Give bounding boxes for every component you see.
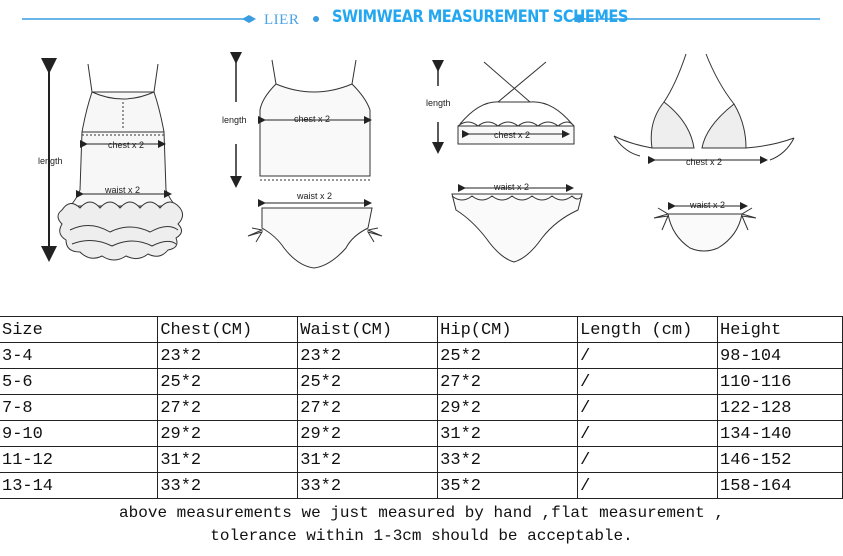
- cell-height: 134-140: [718, 421, 843, 447]
- tankini-diagram: [236, 58, 382, 268]
- cell-length: /: [578, 421, 718, 447]
- note-line-2: tolerance within 1-3cm should be acceptable.: [210, 527, 633, 545]
- fig2-waist-label: waist x 2: [297, 191, 333, 201]
- cell-length: /: [578, 395, 718, 421]
- cell-waist: 29*2: [298, 421, 438, 447]
- table-row: [0, 473, 843, 499]
- cell-chest: 23*2: [158, 343, 298, 369]
- cell-waist: 31*2: [298, 447, 438, 473]
- cell-height: 110-116: [718, 369, 843, 395]
- note-line-1: above measurements we just measured by hand ,flat measurement ,: [119, 504, 724, 522]
- table-row: [0, 421, 843, 447]
- cell-hip: 35*2: [438, 473, 578, 499]
- fig4-waist-label: waist x 2: [690, 200, 726, 210]
- header-hip: Hip(CM): [438, 317, 578, 343]
- cell-chest: 27*2: [158, 395, 298, 421]
- fig2-chest-label: chest x 2: [294, 114, 331, 124]
- cell-chest: 33*2: [158, 473, 298, 499]
- cell-height: 122-128: [718, 395, 843, 421]
- cell-length: /: [578, 473, 718, 499]
- cell-waist: 23*2: [298, 343, 438, 369]
- fig3-length-label: length: [426, 98, 451, 108]
- cell-size: 9-10: [0, 421, 158, 447]
- table-header-row: [0, 317, 843, 343]
- fig1-chest-label: chest x 2: [108, 140, 145, 150]
- fig3-waist-label: waist x 2: [494, 182, 530, 192]
- table-row: [0, 369, 843, 395]
- cell-hip: 33*2: [438, 447, 578, 473]
- cell-length: /: [578, 343, 718, 369]
- cell-size: 7-8: [0, 395, 158, 421]
- cell-size: 5-6: [0, 369, 158, 395]
- fig1-length-label: length: [38, 156, 63, 166]
- table-row: [0, 447, 843, 473]
- fig1-waist-label: waist x 2: [105, 185, 141, 195]
- page-title: SWIMWEAR MEASUREMENT SCHEMES: [332, 7, 628, 27]
- measurement-note: [0, 502, 843, 548]
- ruffle-bikini-diagram: [438, 62, 582, 262]
- cell-chest: 29*2: [158, 421, 298, 447]
- cell-hip: 27*2: [438, 369, 578, 395]
- cell-waist: 25*2: [298, 369, 438, 395]
- cell-hip: 31*2: [438, 421, 578, 447]
- brand-name: LIER: [264, 12, 300, 28]
- size-chart-table: [0, 316, 843, 499]
- cell-length: /: [578, 447, 718, 473]
- page-header: [0, 4, 843, 34]
- table-row: [0, 395, 843, 421]
- measurement-diagrams: [0, 40, 843, 310]
- cell-height: 98-104: [718, 343, 843, 369]
- header-size: Size: [0, 317, 158, 343]
- header-chest: Chest(CM): [158, 317, 298, 343]
- fig2-length-label: length: [222, 115, 247, 125]
- table-row: [0, 343, 843, 369]
- cell-size: 11-12: [0, 447, 158, 473]
- cell-chest: 25*2: [158, 369, 298, 395]
- cell-height: 158-164: [718, 473, 843, 499]
- header-waist: Waist(CM): [298, 317, 438, 343]
- fig4-chest-label: chest x 2: [686, 157, 723, 167]
- cell-size: 13-14: [0, 473, 158, 499]
- cell-hip: 29*2: [438, 395, 578, 421]
- cell-length: /: [578, 369, 718, 395]
- triangle-bikini-diagram: [614, 54, 794, 251]
- cell-waist: 33*2: [298, 473, 438, 499]
- header-length: Length (cm): [578, 317, 718, 343]
- cell-chest: 31*2: [158, 447, 298, 473]
- fig3-chest-label: chest x 2: [494, 130, 531, 140]
- header-height: Height: [718, 317, 843, 343]
- cell-height: 146-152: [718, 447, 843, 473]
- onepiece-diagram: [49, 64, 183, 260]
- cell-hip: 25*2: [438, 343, 578, 369]
- cell-waist: 27*2: [298, 395, 438, 421]
- cell-size: 3-4: [0, 343, 158, 369]
